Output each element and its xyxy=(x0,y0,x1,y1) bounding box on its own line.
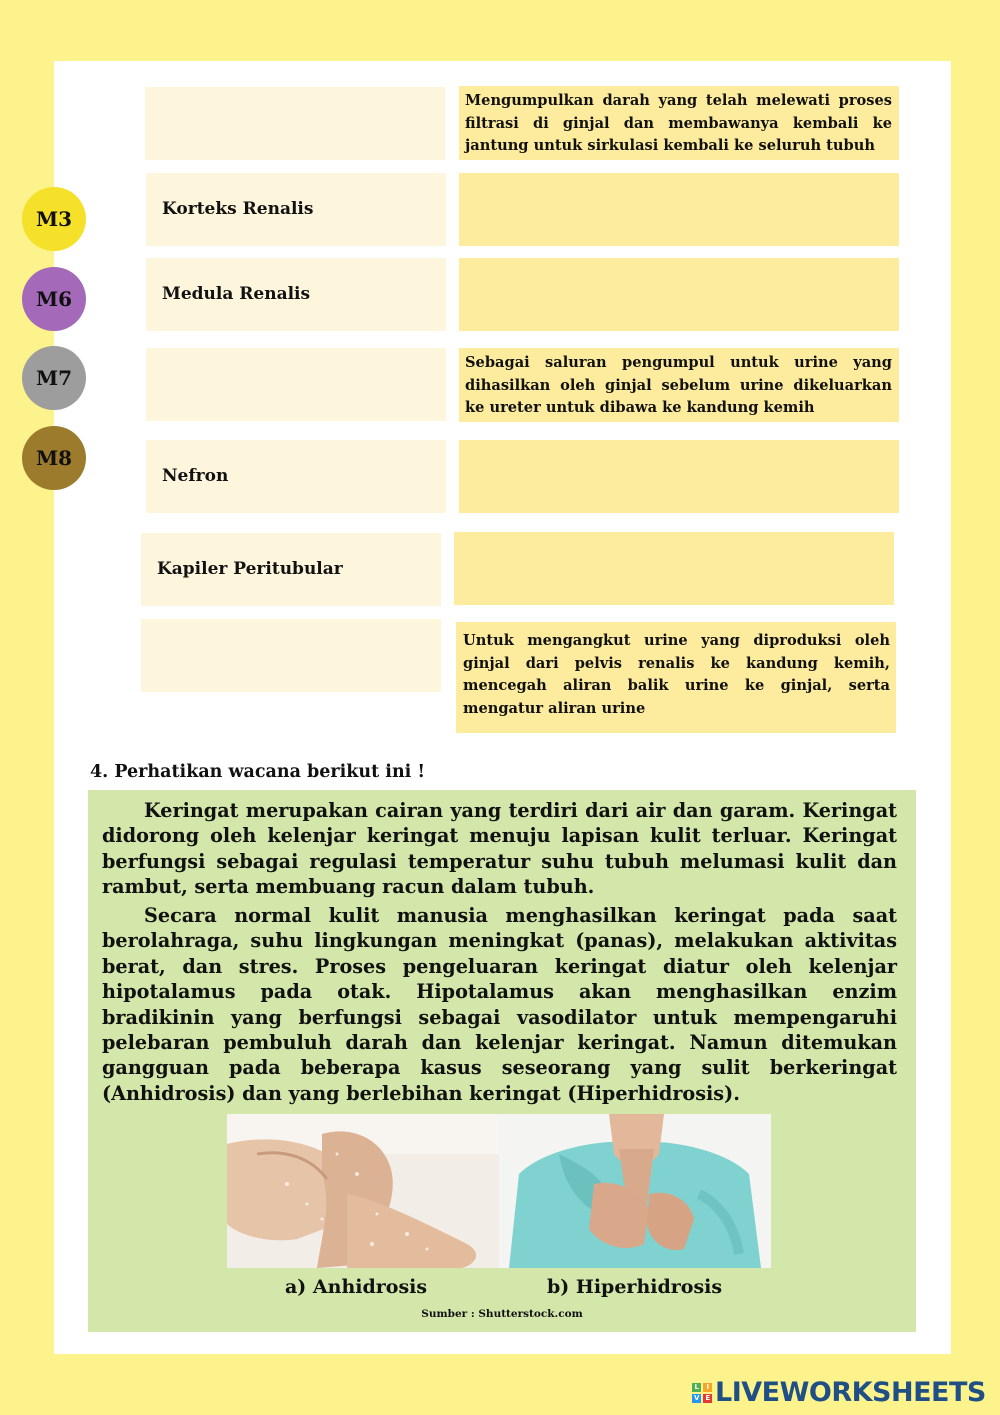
answer-box-left[interactable] xyxy=(145,87,445,160)
caption-b: b) Hiperhidrosis xyxy=(547,1276,723,1298)
caption-a: a) Anhidrosis xyxy=(285,1276,428,1298)
side-tab-label: M3 xyxy=(35,207,73,231)
side-tab-m8[interactable] xyxy=(22,426,86,490)
answer-box-right[interactable] xyxy=(459,173,899,246)
function-text: Untuk mengangkut urine yang diproduksi oleh ginjal dari pelvis renalis ke kandung kemih, mencegah aliran balik urine ke ginjal, serta mengatur aliran urine xyxy=(463,632,890,717)
liveworksheets-logo[interactable] xyxy=(692,1377,986,1408)
part-label: Medula Renalis xyxy=(162,284,311,304)
passage-paragraph: Secara normal kulit manusia menghasilkan keringat pada saat berolahraga, suhu lingkungan meningkat (panas), melakukan aktivitas berat, dan stres. Proses pengeluaran keringat diatur oleh kelenjar hipotalamus pada otak. Hipotalamus akan menghasilkan enzim bradikinin yang berfungsi sebagai vasodilator untuk mempengaruhi pelebaran pembuluh darah dan kelenjar keringat. Namun ditemukan gangguan pada beberapa kasus seseorang yang sulit berkeringat (Anhidrosis) dan yang berlebihan keringat (Hiperhidrosis). xyxy=(102,904,897,1105)
side-tab-m7[interactable] xyxy=(22,346,86,410)
anhidrosis-image xyxy=(227,1114,499,1268)
answer-box-right[interactable] xyxy=(459,258,899,331)
hiperhidrosis-photo xyxy=(499,1114,771,1268)
hiperhidrosis-image xyxy=(499,1114,771,1268)
answer-box-right[interactable] xyxy=(454,532,894,605)
side-tab-label: M8 xyxy=(35,446,73,470)
anhidrosis-photo xyxy=(227,1114,499,1268)
function-text: Sebagai saluran pengumpul untuk urine yang dihasilkan oleh ginjal sebelum urine dikeluarkan ke ureter untuk dibawa ke kandung kemih xyxy=(465,354,892,416)
part-label: Korteks Renalis xyxy=(162,199,314,219)
passage-paragraph: Keringat merupakan cairan yang terdiri dari air dan garam. Keringat didorong oleh kelenjar keringat menuju lapisan kulit terluar. Keringat berfungsi sebagai regulasi temperatur suhu tubuh melumasi kulit dan rambut, serta membuang racun dalam tubuh. xyxy=(102,799,897,899)
answer-box-left[interactable] xyxy=(141,619,441,692)
side-tab-label: M6 xyxy=(35,287,73,311)
logo-letter: E xyxy=(703,1394,712,1403)
brand-text: LIVEWORKSHEETS xyxy=(715,1377,986,1408)
side-tab-label: M7 xyxy=(35,366,73,390)
answer-box-right[interactable] xyxy=(459,440,899,513)
part-label: Nefron xyxy=(162,466,229,486)
question-title: 4. Perhatikan wacana berikut ini ! xyxy=(90,762,426,782)
part-label: Kapiler Peritubular xyxy=(157,559,343,579)
passage-box xyxy=(88,790,916,1332)
logo-letter: V xyxy=(692,1394,701,1403)
image-source: Sumber : Shutterstock.com xyxy=(421,1308,583,1320)
logo-letter: L xyxy=(692,1383,701,1392)
side-tab-m6[interactable] xyxy=(22,267,86,331)
answer-box-left[interactable] xyxy=(146,348,446,421)
function-text: Mengumpulkan darah yang telah melewati proses filtrasi di ginjal dan membawanya kembali ke jantung untuk sirkulasi kembali ke seluruh tubuh xyxy=(465,92,892,154)
logo-letter: I xyxy=(703,1383,712,1392)
brand-logo-icon xyxy=(692,1383,712,1403)
side-tab-m3[interactable] xyxy=(22,187,86,251)
